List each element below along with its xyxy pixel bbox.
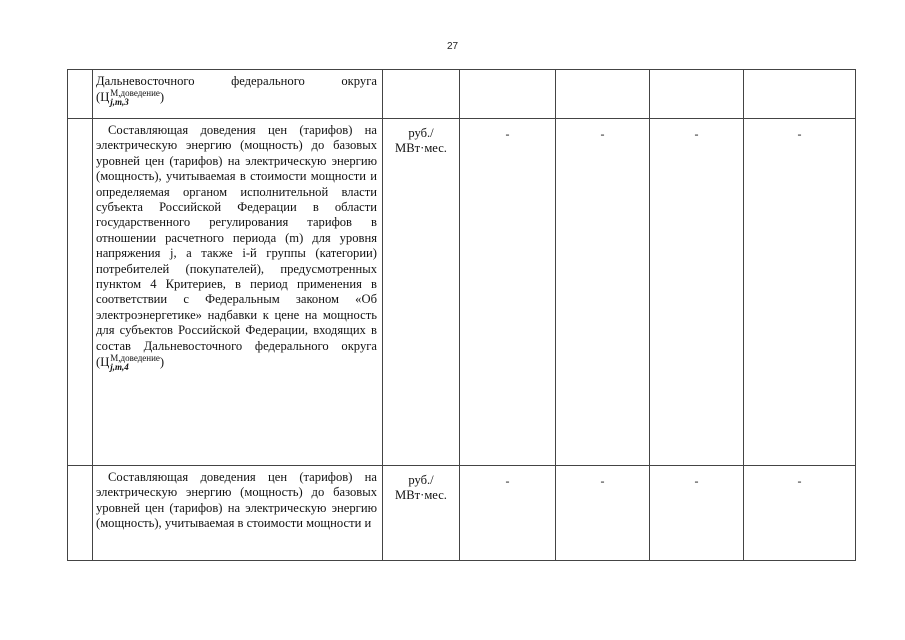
value-cell [556,466,650,561]
unit-cell [383,466,460,561]
row-number-cell [68,119,93,466]
value-cell [460,70,556,119]
description-cell [93,70,383,119]
value-cell [744,70,856,119]
table-row [68,70,856,119]
description-text: Составляющая доведения цен (тарифов) на электрическую энергию (мощность) до базовых уровней цен (тарифов) на электрическую энергию (мощность), учитываемая в стоимости мощности и [96,470,377,531]
value-cell [460,466,556,561]
row-number-cell [68,466,93,561]
value-dash: - [600,127,605,141]
description-text: Дальневосточного федерального округа [96,74,377,88]
value-dash: - [505,127,510,141]
unit-cell [383,70,460,119]
value-cell [556,119,650,466]
unit-text: руб./ МВт·мес. [395,126,447,156]
description-cell [93,466,383,561]
table-row [68,466,856,561]
value-dash: - [505,474,510,488]
value-cell [556,70,650,119]
unit-text: руб./ МВт·мес. [395,473,447,503]
value-cell [744,119,856,466]
description-text: Составляющая доведения цен (тарифов) на электрическую энергию (мощность) до базовых уровней цен (тарифов) на электрическую энергию (мощность), учитываемая в стоимости мощности и определяемая органом исполнительной власти субъекта Российской Федерации в области государственного регулирования тарифов в отношении расчетного периода (m) для уровня напряжения j, а также i-й группы (категории) потребителей (покупателей), предусмотренных пунктом 4 Критериев, в период применения в соответствии с Федеральным законом «Об электроэнергетике» надбавки к цене на мощность для субъектов Российской Федерации, входящих в состав Дальневосточного федерального округа [96,123,377,353]
value-dash: - [797,474,802,488]
value-dash: - [694,474,699,488]
tariff-table [67,69,856,561]
value-dash: - [600,474,605,488]
formula-symbol: (Ц М,доведение j,m,4 ) [96,353,165,373]
unit-cell [383,119,460,466]
description-cell [93,119,383,466]
value-cell [650,466,744,561]
value-cell [650,70,744,119]
value-dash: - [694,127,699,141]
value-cell [650,119,744,466]
value-dash: - [797,127,802,141]
value-cell [460,119,556,466]
row-number-cell [68,70,93,119]
page-number: 27 [446,41,459,52]
value-cell [744,466,856,561]
table-row [68,119,856,466]
formula-symbol: (Ц М,доведение j,m,3 ) [96,88,165,108]
